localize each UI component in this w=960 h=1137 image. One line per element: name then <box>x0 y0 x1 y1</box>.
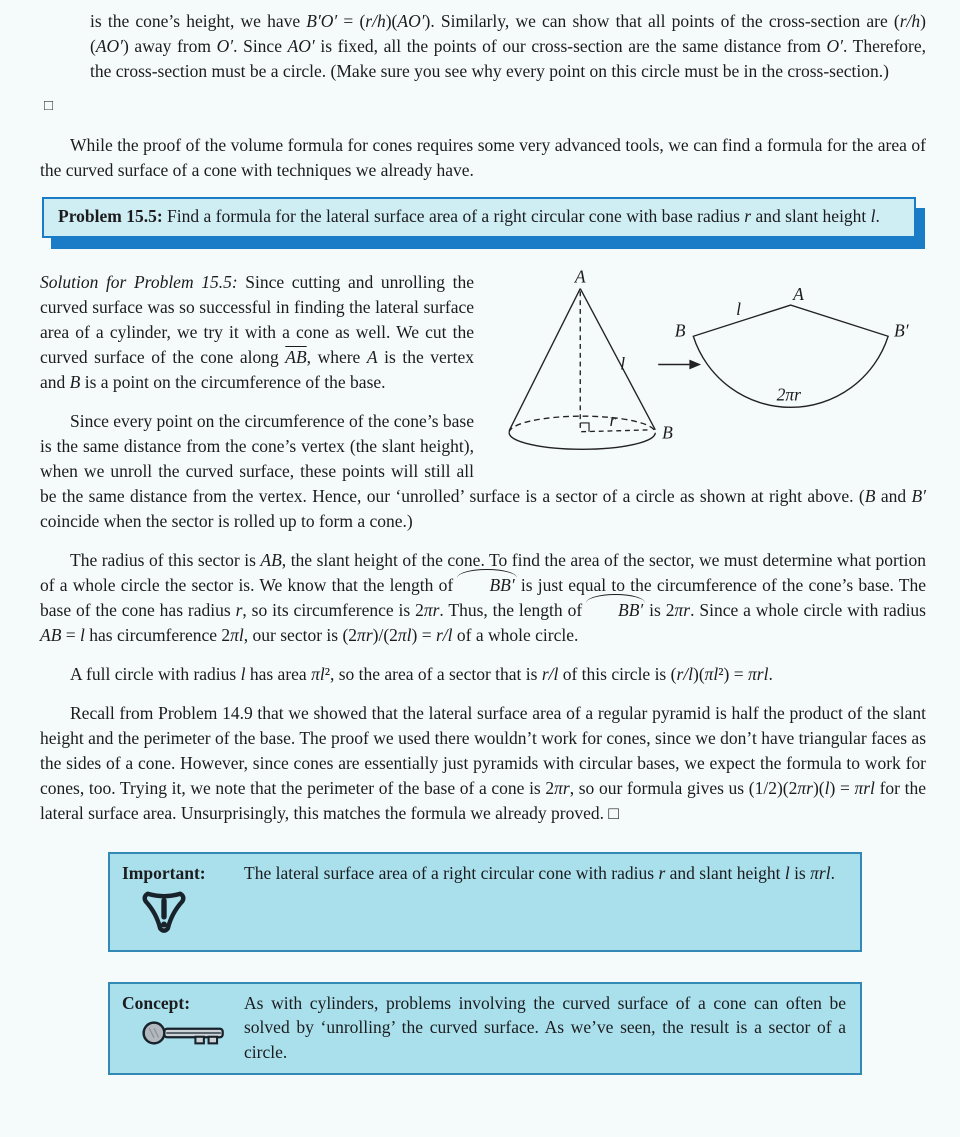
cone-radius-line <box>581 430 651 432</box>
important-box <box>108 852 862 952</box>
problem-text: Find a formula for the lateral surface area of a right circular cone with base radius r and slant height l. <box>162 206 880 226</box>
unroll-arrow-icon <box>658 360 701 370</box>
cone-slant-label: l <box>620 353 626 374</box>
concept-label: Concept: <box>122 992 191 1013</box>
sector-left-end-label: B <box>674 320 686 341</box>
end-of-proof-marker: □ <box>44 98 54 114</box>
sector-arc-label: 2πr <box>776 384 801 405</box>
sector-right-end-label: B′ <box>894 320 909 341</box>
cone-base-front-edge <box>509 433 655 450</box>
warning-exclamation-icon <box>140 888 188 941</box>
paragraph-cross-section: is the cone’s height, we have B′O′ = (r/h)(AO′). Similarly, we can show that all points of the cross-section are (r/h)(AO′) away from O′. Since AO′ is fixed, all the points of our cross-section are the same distance from O′. Therefore, the cross-section must be a circle. (Make sure you see why every point on this circle must be in the cross-section.) <box>90 11 926 81</box>
paragraph-full-circle: A full circle with radius l has area πl², so the area of a sector that is r/l of this circle is (r/l)(πl²) = πrl. <box>70 664 773 684</box>
right-angle-mark <box>580 423 589 432</box>
cone-left-slant <box>509 289 580 431</box>
cone-unrolling-figure <box>482 270 926 460</box>
concept-side <box>122 991 240 1065</box>
problem-box <box>42 197 916 238</box>
sector-apex-label: A <box>793 284 804 305</box>
cone-base-point-label: B <box>662 422 673 443</box>
concept-text: As with cylinders, problems involving the curved surface of a cone can often be solved by ‘unrolling’ the curved surface. As we’ve seen, the result is a sector of a circle. <box>244 992 846 1062</box>
cone-radius-label: r <box>609 409 617 430</box>
paragraph-intro: While the proof of the volume formula for cones requires some very advanced tools, we can find a formula for the area of the curved surface of a cone with techniques we already have. <box>40 135 926 180</box>
paragraph-recall: Recall from Problem 14.9 that we showed that the lateral surface area of a regular pyramid is half the product of the slant height and the perimeter of the base. The proof we used there wouldn’t work for cones, since we don’t have triangular faces as the sides of a cone. However, since cones are essentially just pyramids with circular bases, we expect the formula to work for cones, too. Trying it, we note that the perimeter of the base of a cone is 2πr, so our formula gives us (1/2)(2πr)(l) = πrl for the lateral surface area. Unsurprisingly, this matches the formula we already proved. □ <box>40 703 926 823</box>
paragraph-sector-radius: The radius of this sector is AB, the slant height of the cone. To find the area of the sector, we must determine what portion of a whole circle the sector is. We know that the length of BB′ is just equal to the circumference of the cone’s base. The base of the cone has radius r, so its circumference is 2πr. Thus, the length of BB′ is 2πr. Since a whole circle with radius AB = l has circumference 2πl, our sector is (2πr)/(2πl) = r/l of a whole circle. <box>40 550 927 645</box>
cone-apex-label: A <box>574 270 586 287</box>
solution-section <box>40 270 926 548</box>
problem-label: Problem 15.5: <box>58 206 163 226</box>
important-side <box>122 861 240 941</box>
cone-diagram <box>509 289 655 450</box>
problem-statement <box>58 204 902 229</box>
key-icon <box>140 1017 232 1054</box>
cone-right-slant <box>580 289 655 430</box>
important-label: Important: <box>122 863 206 883</box>
cone-base-back-edge <box>509 416 655 433</box>
important-text: The lateral surface area of a right circular cone with radius r and slant height l is πrl. <box>244 863 835 883</box>
paragraph-solution-1: Solution for Problem 15.5: Since cutting and unrolling the curved surface was so successful in finding the lateral surface area of a cylinder, we try it with a cone as well. We cut the curved surface of the cone along $\overline{AB}$, where A is the vertex and B is a point on the circumference of the base. <box>40 272 474 392</box>
paragraph-solution-2: Since every point on the circumference of the cone’s base is the same distance from the cone’s vertex (the slant height), when we unroll the curved surface, these points will still all be the same distance from the vertex. Hence, our ‘unrolled’ surface is a sector of a circle as shown at right above. (B and B′ coincide when the sector is rolled up to form a cone.) <box>40 411 926 531</box>
cone-sector-svg <box>482 270 926 460</box>
concept-box <box>108 982 862 1076</box>
sector-radius-label: l <box>736 298 742 319</box>
